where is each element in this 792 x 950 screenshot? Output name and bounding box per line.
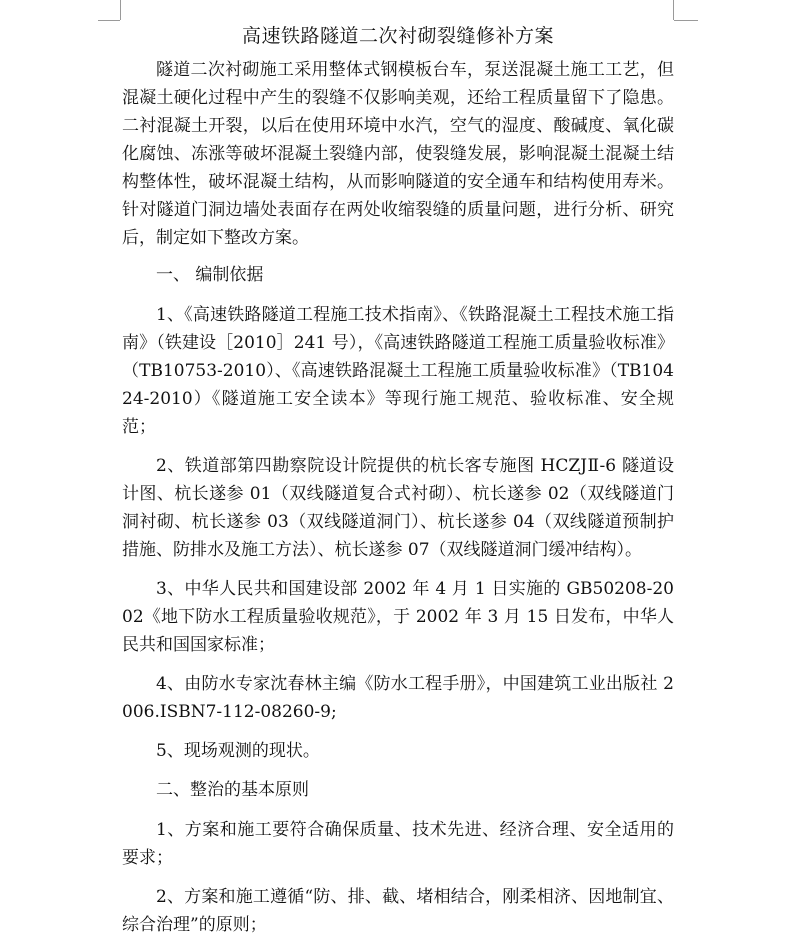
crop-mark-top-right xyxy=(674,20,698,21)
section-heading-principles: 二、整治的基本原则 xyxy=(156,780,309,800)
document-title: 高速铁路隧道二次衬砌裂缝修补方案 xyxy=(241,25,554,47)
basis-item-4: 4、由防水专家沈春林主编《防水工程手册》，中国建筑工业出版社 2006.ISBN7-112-08260-9; xyxy=(122,674,674,722)
crop-mark-top-left xyxy=(98,20,120,21)
basis-item-2: 2、铁道部第四勘察院设计院提供的杭长客专施图 HCZJⅡ-6 隧道设计图、杭长遂参 01（双线隧道复合式衬砌）、杭长遂参 02（双线隧道门洞衬砌、杭长遂参 03（双线隧道洞门）、杭长遂参 04（双线隧道预制护措施、防排水及施工方法）、杭长遂参 07（双线隧道洞门缓冲结构）。 xyxy=(122,456,674,560)
principle-item-2: 2、方案和施工遵循“防、排、截、堵相结合，刚柔相济、因地制宜、综合治理”的原则； xyxy=(122,887,674,935)
crop-mark-top-left xyxy=(120,0,121,20)
basis-item-5: 5、现场观测的现状。 xyxy=(156,741,320,761)
document-body xyxy=(122,20,674,950)
section-heading-basis: 一、 编制依据 xyxy=(156,265,264,285)
basis-item-1: 1、《高速铁路隧道工程施工技术指南》、《铁路混凝土工程技术施工指南》（铁建设［2010］241 号），《高速铁路隧道工程施工质量验收标准》（TB10753-2010）、《高速铁路混凝土工程施工质量验收标准》（TB10424-2010）《隧道施工安全读本》等现行施工规范、验收标准、安全规范； xyxy=(122,305,674,437)
principle-item-1: 1、方案和施工要符合确保质量、技术先进、经济合理、安全适用的要求； xyxy=(122,820,674,868)
crop-mark-top-right xyxy=(673,0,674,20)
intro-paragraph: 隧道二次衬砌施工采用整体式钢模板台车，泵送混凝土施工工艺，但混凝土硬化过程中产生的裂缝不仅影响美观，还给工程质量留下了隐患。二衬混凝土开裂，以后在使用环境中水汽，空气的湿度、酸碱度、氧化碳化腐蚀、冻涨等破坏混凝土裂缝内部，使裂缝发展，影响混凝土混凝土结构整体性，破坏混凝土结构，从而影响隧道的安全通车和结构使用寿米。针对隧道门洞边墙处表面存在两处收缩裂缝的质量问题，进行分析、研究后，制定如下整改方案。 xyxy=(122,60,674,248)
basis-item-3: 3、中华人民共和国建设部 2002 年 4 月 1 日实施的 GB50208-2002《地下防水工程质量验收规范》，于 2002 年 3 月 15 日发布，中华人民共和国国家标准； xyxy=(122,579,674,655)
